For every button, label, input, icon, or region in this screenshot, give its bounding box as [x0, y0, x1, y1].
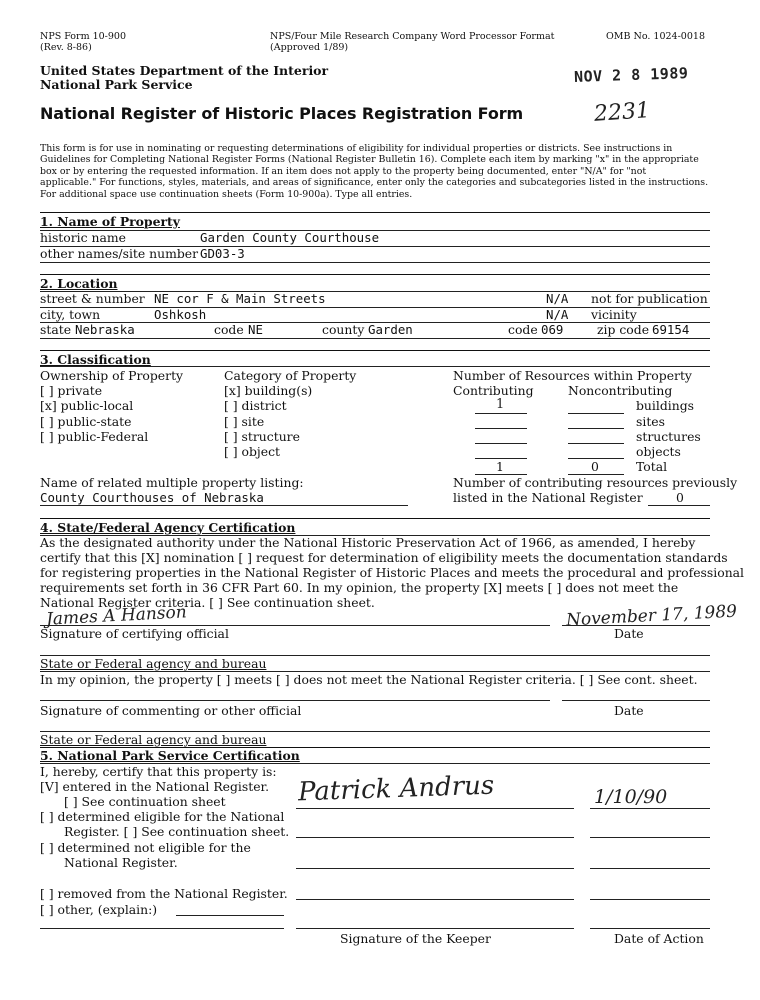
section-1-heading: 1. Name of Property	[40, 214, 180, 229]
department: United States Department of the Interior	[40, 63, 329, 78]
section-divider	[40, 518, 710, 519]
county-code-label: code	[508, 322, 538, 337]
keeper-line	[296, 837, 574, 838]
total-label: Total	[636, 459, 668, 474]
form-revision: (Rev. 8-86)	[40, 42, 92, 53]
blank-line	[176, 915, 284, 916]
form-title: National Register of Historic Places Registration Form	[40, 104, 524, 123]
state-value[interactable]: Nebraska	[75, 322, 135, 337]
section-2-heading: 2. Location	[40, 276, 118, 291]
city-value[interactable]: Oshkosh	[154, 307, 207, 322]
zip-value[interactable]: 69154	[652, 322, 690, 337]
other-option[interactable]: [ ] other, (explain:)	[40, 902, 158, 917]
section-5-heading: 5. National Park Service Certification	[40, 748, 300, 763]
city-label: city, town	[40, 307, 101, 322]
ownership-public-federal[interactable]: [ ] public-Federal	[40, 429, 149, 444]
previously-listed-label-1: Number of contributing resources previously	[453, 475, 738, 490]
certification-line: for registering properties in the National Register of Historic Places and meets the procedural and professional	[40, 565, 745, 580]
keeper-line	[296, 899, 574, 900]
format-line-2: (Approved 1/89)	[270, 42, 349, 53]
action-line	[590, 808, 710, 809]
blank-line	[475, 413, 527, 414]
certifying-date[interactable]: November 17, 1989	[565, 601, 738, 631]
not-eligible-continuation[interactable]: National Register.	[64, 855, 178, 870]
noncontributing-total[interactable]: 0	[591, 459, 599, 474]
historic-name-value[interactable]: Garden County Courthouse	[200, 230, 380, 245]
date-label: Date	[614, 626, 644, 641]
opinion-line: In my opinion, the property [ ] meets [ ] does not meet the National Register criteria. [ ] See cont. sheet.	[40, 672, 698, 687]
form-number: NPS Form 10-900	[40, 31, 127, 42]
site-number-value[interactable]: GD03-3	[200, 246, 245, 261]
blank-line	[568, 413, 624, 414]
rule	[40, 262, 710, 263]
sites-label: sites	[636, 414, 665, 429]
handwritten-number: 2231	[593, 98, 651, 127]
na-publication[interactable]: N/A	[546, 291, 569, 306]
certification-line: National Register criteria. [ ] See continuation sheet.	[40, 595, 375, 610]
signature-line	[40, 700, 550, 701]
received-stamp: NOV 2 8 1989	[573, 64, 689, 86]
blank-line	[568, 428, 624, 429]
agency-label: State or Federal agency and bureau	[40, 656, 267, 671]
action-line	[590, 837, 710, 838]
omb-number: OMB No. 1024-0018	[606, 31, 705, 42]
buildings-label: buildings	[636, 398, 695, 413]
action-line	[590, 868, 710, 869]
blank-line	[475, 443, 527, 444]
blank-line	[40, 505, 408, 506]
entered-option[interactable]: [V] entered in the National Register.	[40, 779, 270, 794]
contributing-buildings[interactable]: 1	[496, 397, 505, 412]
commenting-date-label: Date	[614, 703, 644, 718]
na-vicinity[interactable]: N/A	[546, 307, 569, 322]
eligible-continuation[interactable]: Register. [ ] See continuation sheet.	[64, 824, 290, 839]
action-line	[590, 928, 710, 929]
category-district[interactable]: [ ] district	[224, 398, 287, 413]
resources-heading: Number of Resources within Property	[453, 368, 692, 383]
service: National Park Service	[40, 77, 193, 92]
removed-option[interactable]: [ ] removed from the National Register.	[40, 886, 288, 901]
street-label: street & number	[40, 291, 145, 306]
keeper-line	[296, 808, 574, 809]
street-value[interactable]: NE cor F & Main Streets	[154, 291, 326, 306]
blank-line	[568, 443, 624, 444]
county-label: county	[322, 322, 365, 337]
state-label: state	[40, 322, 72, 337]
rule	[40, 366, 710, 367]
instruction-line: applicable." For functions, styles, materials, and areas of significance, enter only the categories and subcategories listed in the instructions.	[40, 177, 709, 189]
code-value[interactable]: NE	[248, 322, 263, 337]
section-divider	[40, 274, 710, 275]
blank-line	[648, 505, 710, 506]
keeper-signature[interactable]: Patrick Andrus	[297, 770, 495, 808]
historic-name-label: historic name	[40, 230, 126, 245]
category-building[interactable]: [x] building(s)	[224, 383, 313, 398]
instruction-line: For additional space use continuation sheets (Form 10-900a). Type all entries.	[40, 188, 413, 200]
contributing-heading: Contributing	[453, 383, 534, 398]
noncontributing-heading: Noncontributing	[568, 383, 673, 398]
keeper-line	[296, 928, 574, 929]
commenting-signature-label: Signature of commenting or other official	[40, 703, 302, 718]
date-of-action-label: Date of Action	[614, 931, 704, 946]
format-line-1: NPS/Four Mile Research Company Word Processor Format	[270, 31, 555, 42]
not-eligible-option[interactable]: [ ] determined not eligible for the	[40, 840, 251, 855]
certification-line: As the designated authority under the National Historic Preservation Act of 1966, as amended, I hereby	[40, 535, 696, 550]
instruction-line: This form is for use in nominating or requesting determinations of eligibility for individual properties or districts. See instructions in	[40, 143, 673, 154]
rule	[40, 338, 710, 339]
objects-label: objects	[636, 444, 681, 459]
related-listing-value[interactable]: County Courthouses of Nebraska	[40, 490, 264, 505]
county-code-value[interactable]: 069	[541, 322, 564, 337]
certification-line: certify that this [X] nomination [ ] request for determination of eligibility meets the documentation standards	[40, 550, 728, 565]
ownership-public-state[interactable]: [ ] public-state	[40, 414, 132, 429]
ownership-heading: Ownership of Property	[40, 368, 184, 383]
date-line	[562, 700, 710, 701]
certification-line: requirements set forth in 36 CFR Part 60. In my opinion, the property [X] meets [ ] does not meet the	[40, 580, 679, 595]
previously-listed-value[interactable]: 0	[676, 490, 684, 505]
previously-listed-label-2: listed in the National Register	[453, 490, 643, 505]
structures-label: structures	[636, 429, 701, 444]
category-object[interactable]: [ ] object	[224, 444, 281, 459]
certifying-signature[interactable]: James A Hanson	[45, 602, 188, 630]
other-names-label: other names/site number	[40, 246, 199, 261]
action-line	[590, 899, 710, 900]
ownership-private[interactable]: [ ] private	[40, 383, 103, 398]
vicinity-label: vicinity	[591, 307, 637, 322]
ownership-public-local[interactable]: [x] public-local	[40, 398, 134, 413]
agency-2-label: State or Federal agency and bureau	[40, 732, 267, 747]
blank-line	[40, 928, 284, 929]
section-divider	[40, 212, 710, 213]
category-site[interactable]: [ ] site	[224, 414, 265, 429]
instruction-line: Guidelines for Completing National Register Forms (National Register Bulletin 16). Complete each item by marking "x" in the appropriate	[40, 154, 699, 166]
zip-label: zip code	[597, 322, 650, 337]
instructions	[40, 143, 730, 200]
section-divider	[40, 350, 710, 351]
keeper-signature-label: Signature of the Keeper	[340, 931, 491, 946]
signature-label: Signature of certifying official	[40, 626, 229, 641]
nps-certify-line: I, hereby, certify that this property is:	[40, 764, 277, 779]
section-4-heading: 4. State/Federal Agency Certification	[40, 520, 296, 535]
not-for-publication-label: not for publication	[591, 291, 708, 306]
code-label: code	[214, 322, 244, 337]
category-heading: Category of Property	[224, 368, 357, 383]
contributing-total[interactable]: 1	[496, 459, 504, 474]
county-value[interactable]: Garden	[368, 322, 413, 337]
category-structure[interactable]: [ ] structure	[224, 429, 300, 444]
entered-continuation[interactable]: [ ] See continuation sheet	[64, 794, 226, 809]
eligible-option[interactable]: [ ] determined eligible for the National	[40, 809, 285, 824]
blank-line	[475, 428, 527, 429]
section-3-heading: 3. Classification	[40, 352, 151, 367]
keeper-date[interactable]: 1/10/90	[594, 786, 668, 808]
keeper-line	[296, 868, 574, 869]
instruction-line: box or by entering the requested information. If an item does not apply to the property being documented, enter "N/A" for "not	[40, 165, 647, 177]
related-listing-label: Name of related multiple property listing:	[40, 475, 304, 490]
